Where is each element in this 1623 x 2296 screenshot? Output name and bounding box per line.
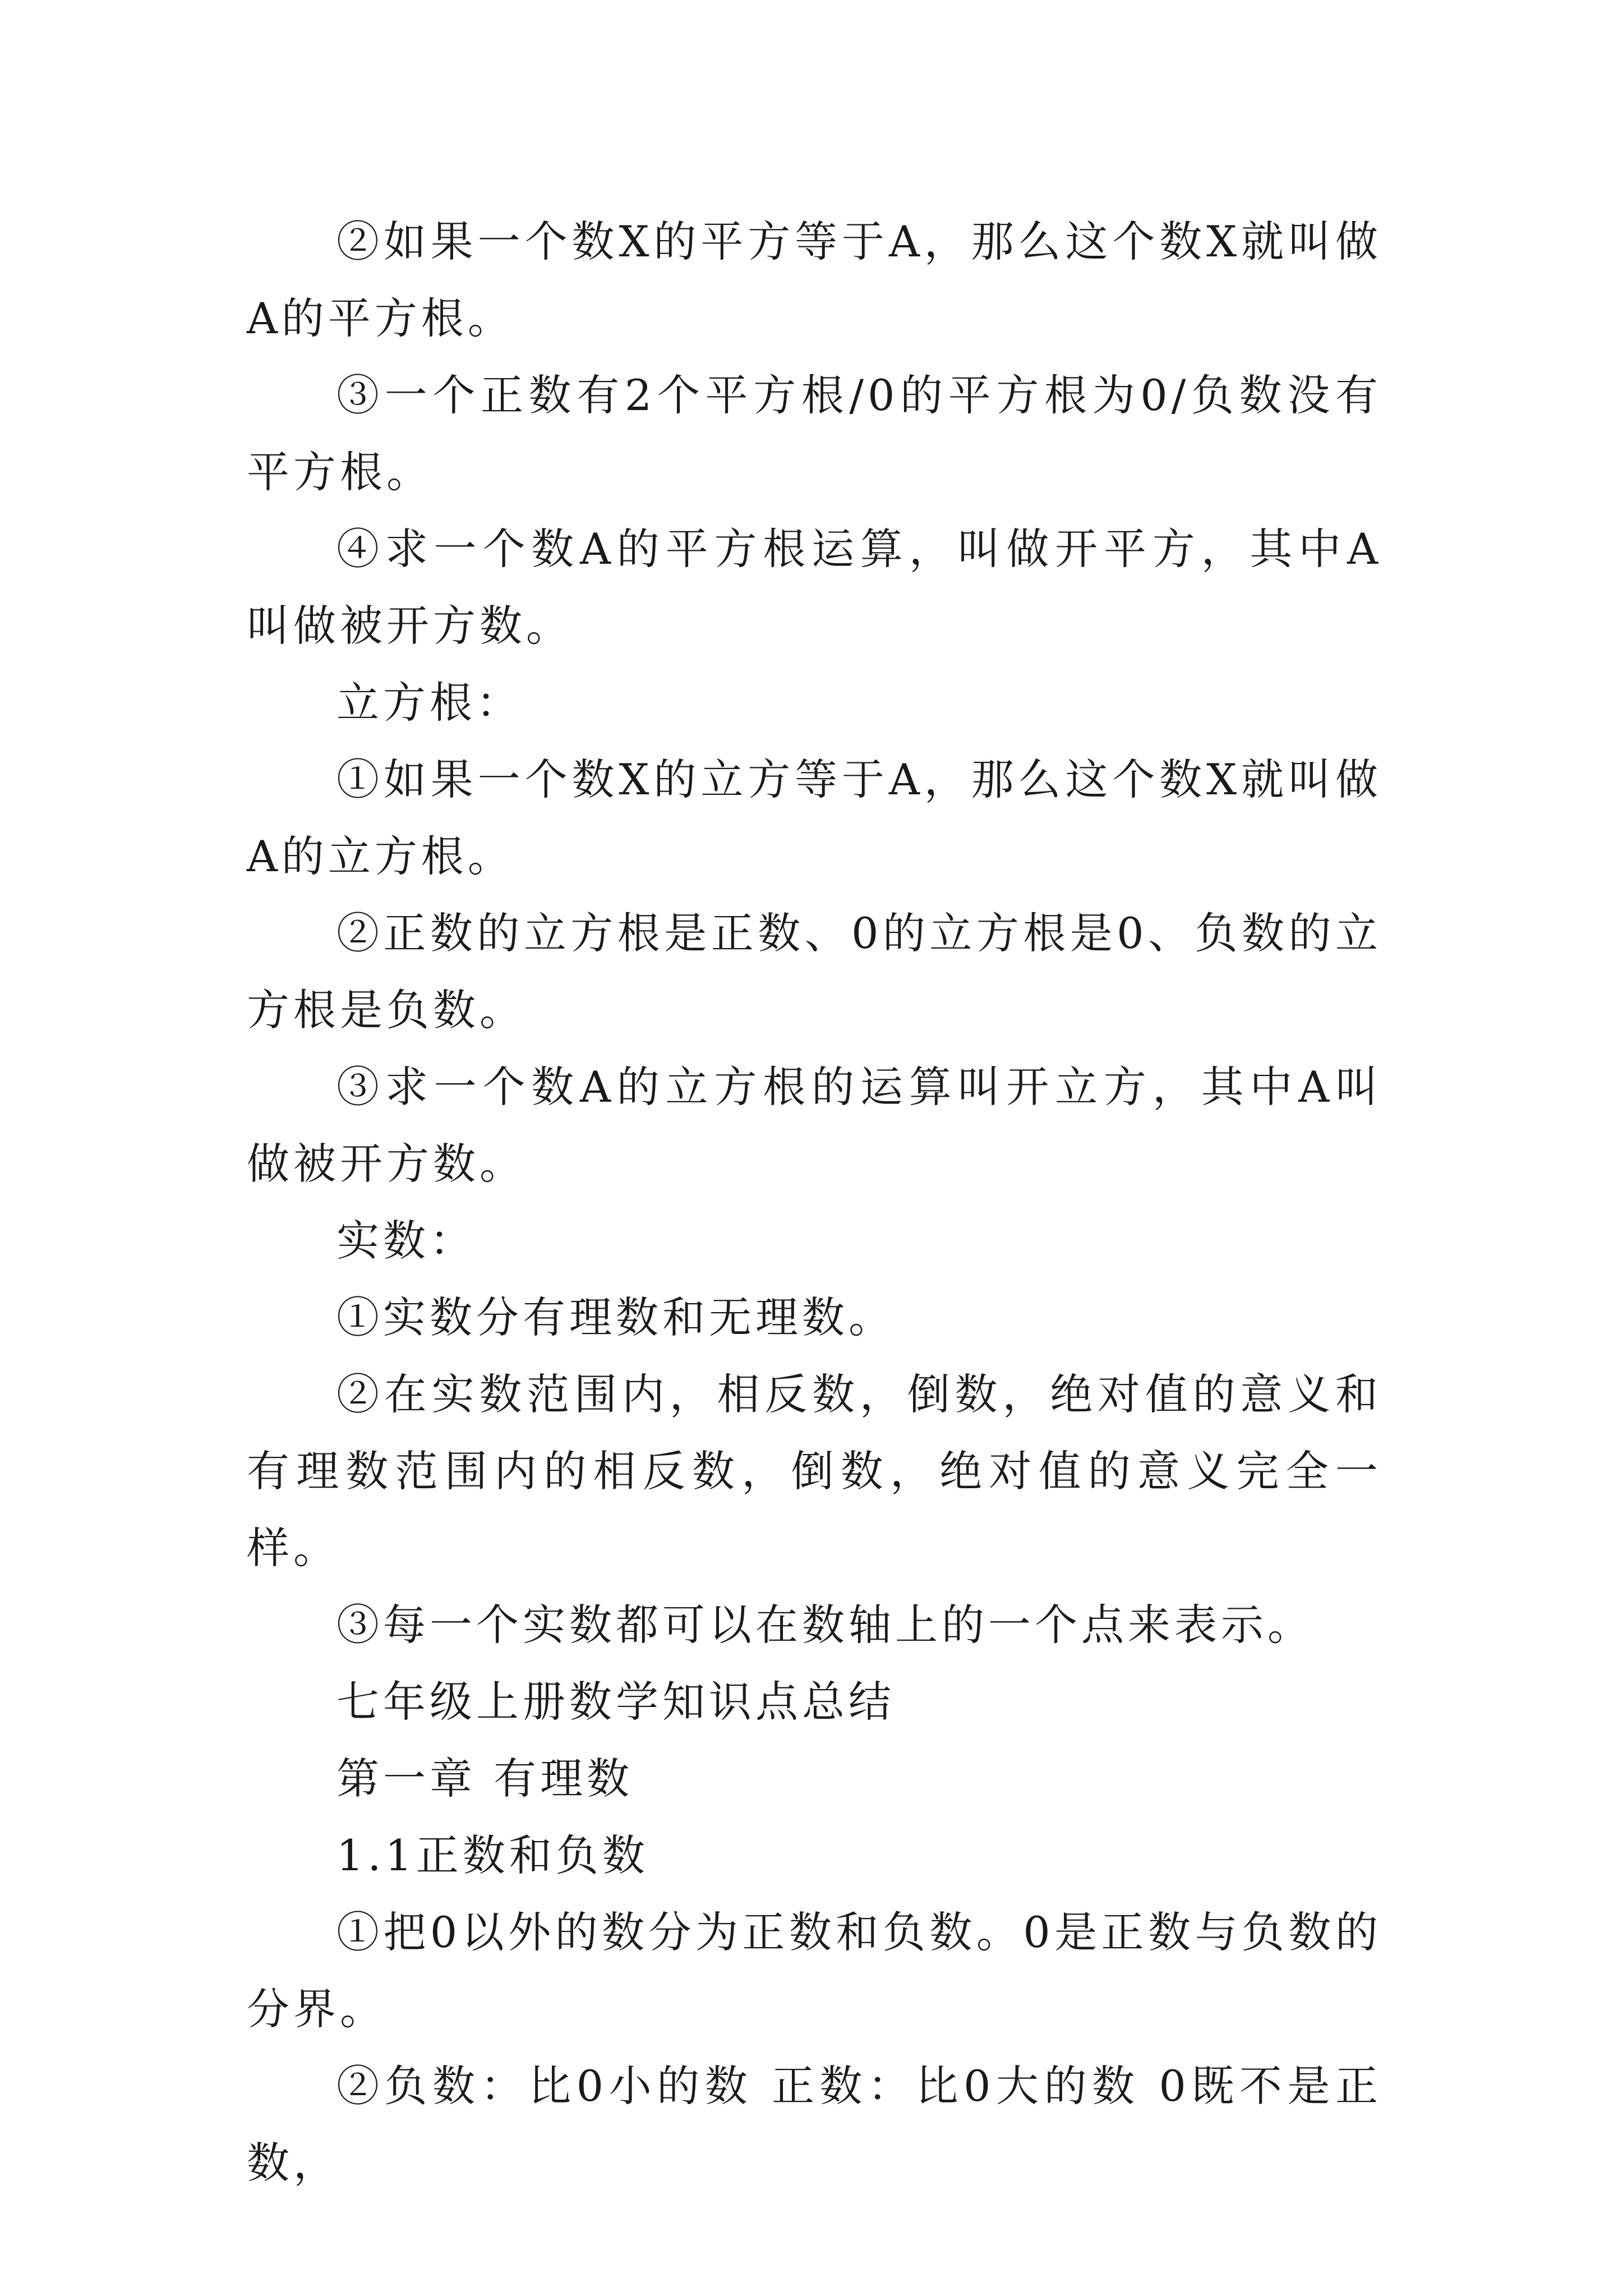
paragraph-cube-root-definition: ①如果一个数X的立方等于A，那么这个数X就叫做A的立方根。	[247, 754, 1382, 881]
paragraph-positive-negative-boundary: ①把0以外的数分为正数和负数。0是正数与负数的分界。	[247, 1907, 1382, 2034]
heading-real-numbers: 实数：	[336, 1216, 476, 1266]
paragraph-real-number-types: ①实数分有理数和无理数。	[336, 1292, 895, 1342]
heading-cube-root: 立方根：	[336, 678, 523, 728]
paragraph-square-root-operation: ④求一个数A的平方根运算，叫做开平方，其中A叫做被开方数。	[247, 524, 1382, 651]
paragraph-number-line: ③每一个实数都可以在数轴上的一个点来表示。	[336, 1600, 1314, 1650]
paragraph-cube-root-operation: ③求一个数A的立方根的运算叫开立方，其中A叫做被开方数。	[247, 1062, 1382, 1189]
document-body	[247, 203, 1382, 2201]
paragraph-cube-root-signs: ②正数的立方根是正数、0的立方根是0、负数的立方根是负数。	[247, 908, 1382, 1035]
paragraph-negative-positive-definition: ②负数：比0小的数 正数：比0大的数 0既不是正数，	[247, 2061, 1382, 2188]
paragraph-square-root-definition: ②如果一个数X的平方等于A，那么这个数X就叫做A的平方根。	[247, 217, 1382, 343]
heading-chapter-one: 第一章 有理数	[336, 1754, 634, 1803]
heading-section-1-1: 1.1正数和负数	[336, 1830, 649, 1880]
heading-grade7-summary: 七年级上册数学知识点总结	[336, 1677, 895, 1727]
paragraph-real-number-properties: ②在实数范围内，相反数，倒数，绝对值的意义和有理数范围内的相反数，倒数，绝对值的意义完全一样。	[247, 1369, 1382, 1573]
paragraph-square-root-count: ③一个正数有2个平方根/0的平方根为0/负数没有平方根。	[247, 370, 1382, 497]
